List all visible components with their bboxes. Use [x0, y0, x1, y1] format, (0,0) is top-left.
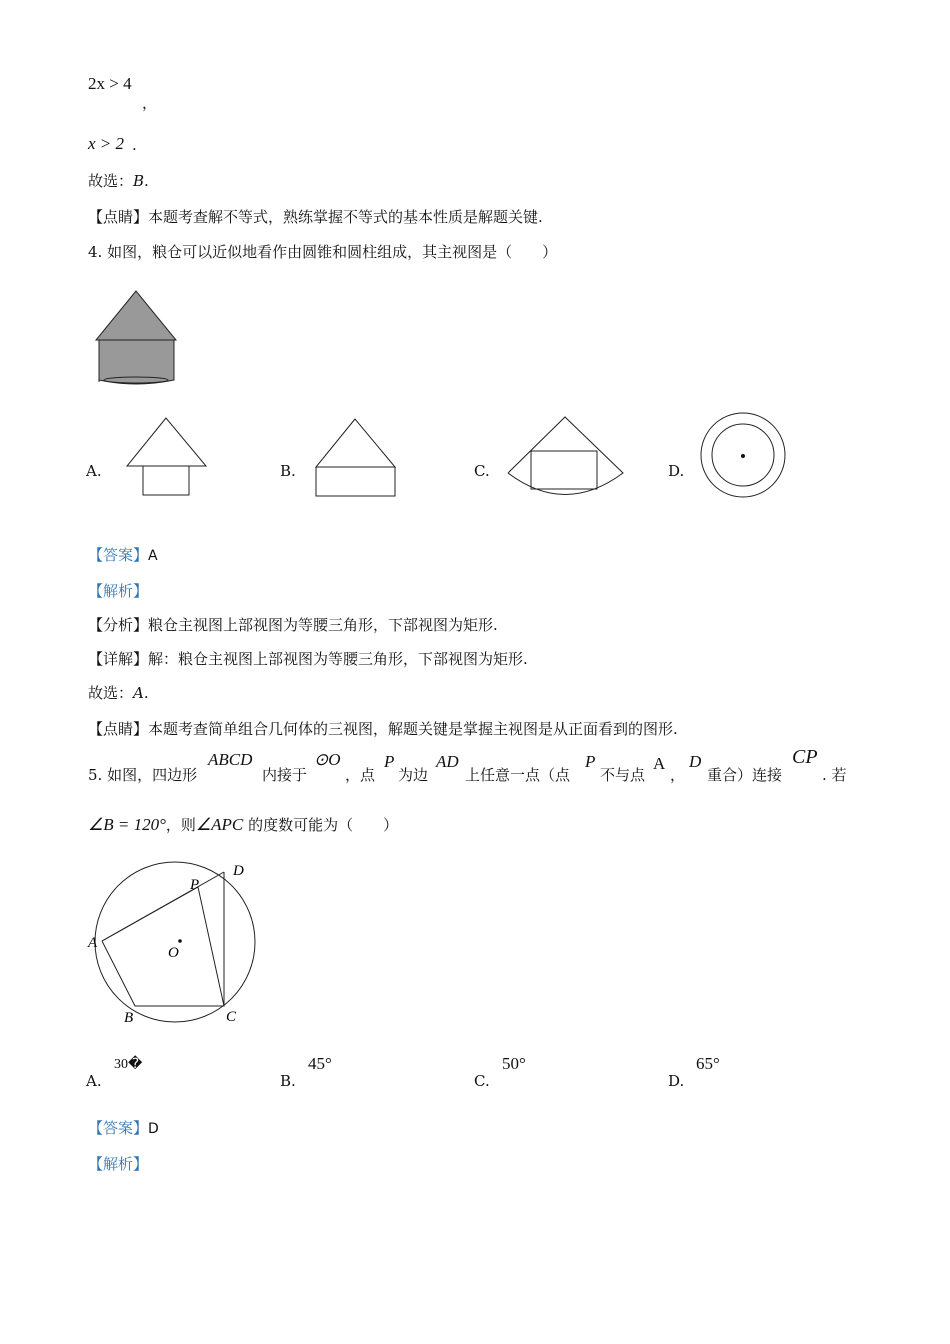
math: ∠B = 120° — [88, 815, 166, 834]
fenxi-line: 【分析】粮仓主视图上部视图为等腰三角形，下部视图为矩形. — [88, 616, 498, 634]
q5-math: ⊙O — [314, 750, 341, 769]
circle-figure — [88, 858, 268, 1028]
option-c-figure — [507, 416, 627, 496]
option-d-figure — [700, 412, 786, 498]
math-x-gt-2: x > 2 — [88, 134, 125, 153]
q5-line-2 — [88, 814, 398, 835]
label-c: C — [226, 1009, 237, 1025]
q5-option-c-label: C. — [474, 1072, 490, 1090]
q5-option-c-value: 50° — [502, 1054, 526, 1073]
option-d-label: D. — [668, 462, 685, 480]
text: 故选： — [88, 172, 134, 190]
answer-value: D — [148, 1121, 159, 1137]
conclusion-line — [88, 170, 149, 191]
answer-value: A — [148, 548, 158, 564]
q5-math: AD — [436, 752, 459, 771]
q5-math: P — [585, 752, 596, 771]
q5-option-b-label: B. — [280, 1072, 296, 1090]
option-b-figure — [315, 418, 397, 498]
q5-option-a-label: A. — [86, 1072, 102, 1090]
label-o: O — [168, 945, 179, 961]
q5-math: D — [689, 752, 702, 771]
text: ，则 — [165, 816, 196, 834]
text: 故选： — [88, 684, 134, 702]
q5-text: 不与点 — [600, 766, 646, 784]
q5-text: 为边 — [398, 766, 429, 784]
answer: A — [133, 684, 144, 702]
q5-text: 内接于 — [262, 766, 308, 784]
period: . — [132, 136, 137, 154]
q5-math: CP — [792, 746, 818, 768]
answer-b: B — [133, 172, 145, 190]
option-a-label: A. — [86, 462, 102, 480]
analysis-label: 【解析】 — [88, 1155, 149, 1173]
q5-text: . 若 — [822, 766, 847, 784]
q5-math: ABCD — [208, 750, 253, 769]
q5-option-b-value: 45° — [308, 1054, 332, 1073]
q5-option-a-value: 30� — [114, 1057, 143, 1072]
question-4: 4. 如图，粮仓可以近似地看作由圆锥和圆柱组成，其主视图是（ ） — [88, 243, 558, 261]
guxuan-line: 故选：A. — [88, 684, 149, 702]
text: 的度数可能为（ ） — [248, 816, 399, 834]
analysis-label: 【解析】 — [88, 582, 149, 600]
math-2x-gt-4: 2x > 4 — [88, 74, 132, 93]
q5-option-d-value: 65° — [696, 1054, 720, 1073]
answer-4 — [88, 544, 158, 565]
granary-figure — [96, 290, 178, 385]
q5-text: 上任意一点（点 — [465, 766, 571, 784]
q5-option-d-label: D. — [668, 1072, 685, 1090]
option-b-label: B. — [280, 462, 296, 480]
label-d: D — [233, 863, 244, 879]
option-a-figure — [126, 417, 208, 497]
answer-label: 【答案】 — [88, 1119, 149, 1137]
q5-math: P — [384, 752, 395, 771]
option-c-label: C. — [474, 462, 490, 480]
q5-text: ，点 — [345, 766, 376, 784]
answer-label: 【答案】 — [88, 546, 149, 564]
label-p: P — [190, 877, 200, 893]
q5-text: 5. 如图，四边形 — [88, 766, 198, 784]
math: ∠APC — [195, 815, 244, 834]
q5-text: 重合）连接 — [707, 766, 783, 784]
xiangjie-line: 【详解】解：粮仓主视图上部视图为等腰三角形，下部视图为矩形. — [88, 650, 528, 668]
comment-line: 【点睛】本题考查解不等式，熟练掌握不等式的基本性质是解题关键. — [88, 208, 543, 226]
label-a: A — [88, 935, 98, 951]
comma: ， — [142, 94, 158, 112]
label-b: B — [124, 1010, 134, 1026]
q5-math: A — [653, 754, 666, 773]
dianjing-line: 【点睛】本题考查简单组合几何体的三视图，解题关键是掌握主视图是从正面看到的图形. — [88, 720, 678, 738]
answer-5 — [88, 1117, 159, 1138]
q5-text: ， — [670, 766, 686, 784]
text: . — [144, 172, 149, 190]
